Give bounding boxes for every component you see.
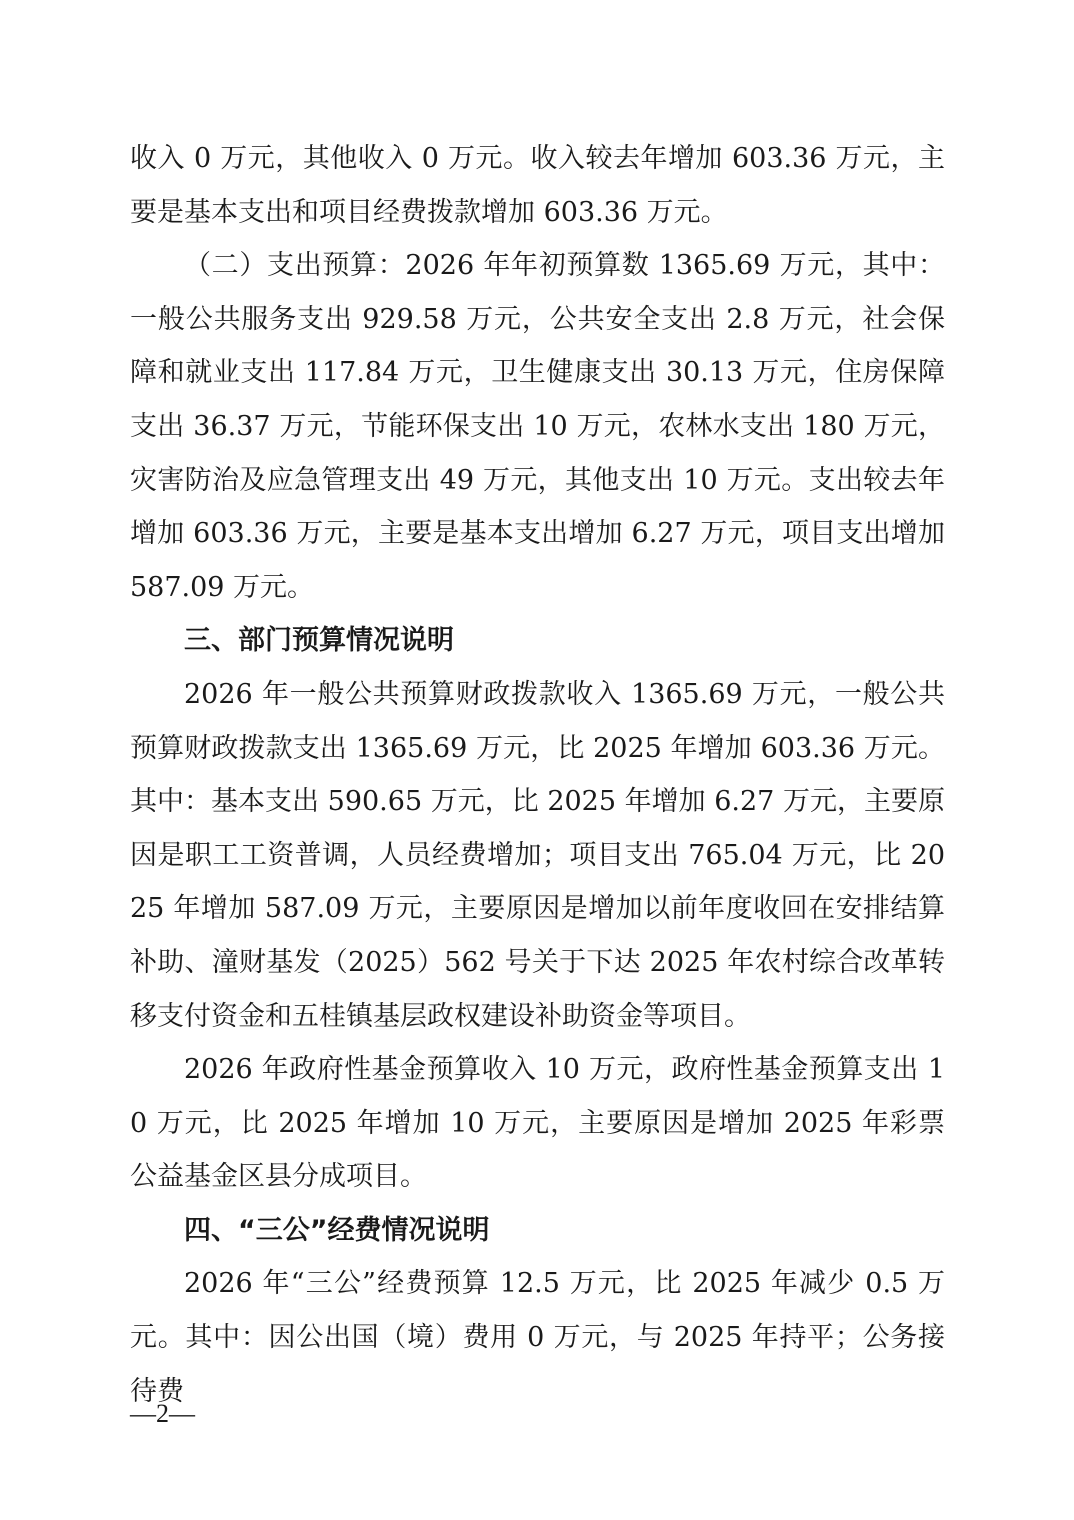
section-heading-department-budget: 三、部门预算情况说明 (184, 625, 454, 657)
paragraph-expenditure-budget: （二）支出预算：2026 年年初预算数 1365.69 万元，其中：一般公共服务支出 929.58 万元，公共安全支出 2.8 万元，社会保障和就业支出 117.84 万元，卫生健康支出 30.13 万元，住房保障支出 36.37 万元，节能环保支出 10 万元，农林水支出 180 万元，灾害防治及应急管理支出 49 万元，其他支出 10 万元。支出较去年增加 603.36 万元，主要是基本支出增加 6.27 万元，项目支出增加 587.09 万元。 (130, 250, 945, 603)
paragraph-general-public-budget: 2026 年一般公共预算财政拨款收入 1365.69 万元，一般公共预算财政拨款支出 1365.69 万元，比 2025 年增加 603.36 万元。其中：基本支出 590.65 万元，比 2025 年增加 6.27 万元，主要原因是职工工资普调，人员经费增加；项目支出 765.04 万元，比 2025 年增加 587.09 万元，主要原因是增加以前年度收回在安排结算补助、潼财基发（2025）562 号关于下达 2025 年农村综合改革转移支付资金和五桂镇基层政权建设补助资金等项目。 (130, 678, 945, 1032)
section-heading-three-public-expenses: 四、“三公”经费情况说明 (184, 1214, 490, 1246)
page-number: —2— (130, 1399, 195, 1428)
paragraph-government-fund-budget: 2026 年政府性基金预算收入 10 万元，政府性基金预算支出 10 万元，比 2025 年增加 10 万元，主要原因是增加 2025 年彩票公益基金区县分成项目。 (130, 1054, 945, 1193)
paragraph-income-continuation: 收入 0 万元，其他收入 0 万元。收入较去年增加 603.36 万元，主要是基本支出和项目经费拨款增加 603.36 万元。 (130, 143, 945, 228)
document-body (130, 132, 945, 1418)
paragraph-three-public-expenses: 2026 年“三公”经费预算 12.5 万元，比 2025 年减少 0.5 万元。其中：因公出国（境）费用 0 万元，与 2025 年持平；公务接待费 (130, 1268, 945, 1407)
